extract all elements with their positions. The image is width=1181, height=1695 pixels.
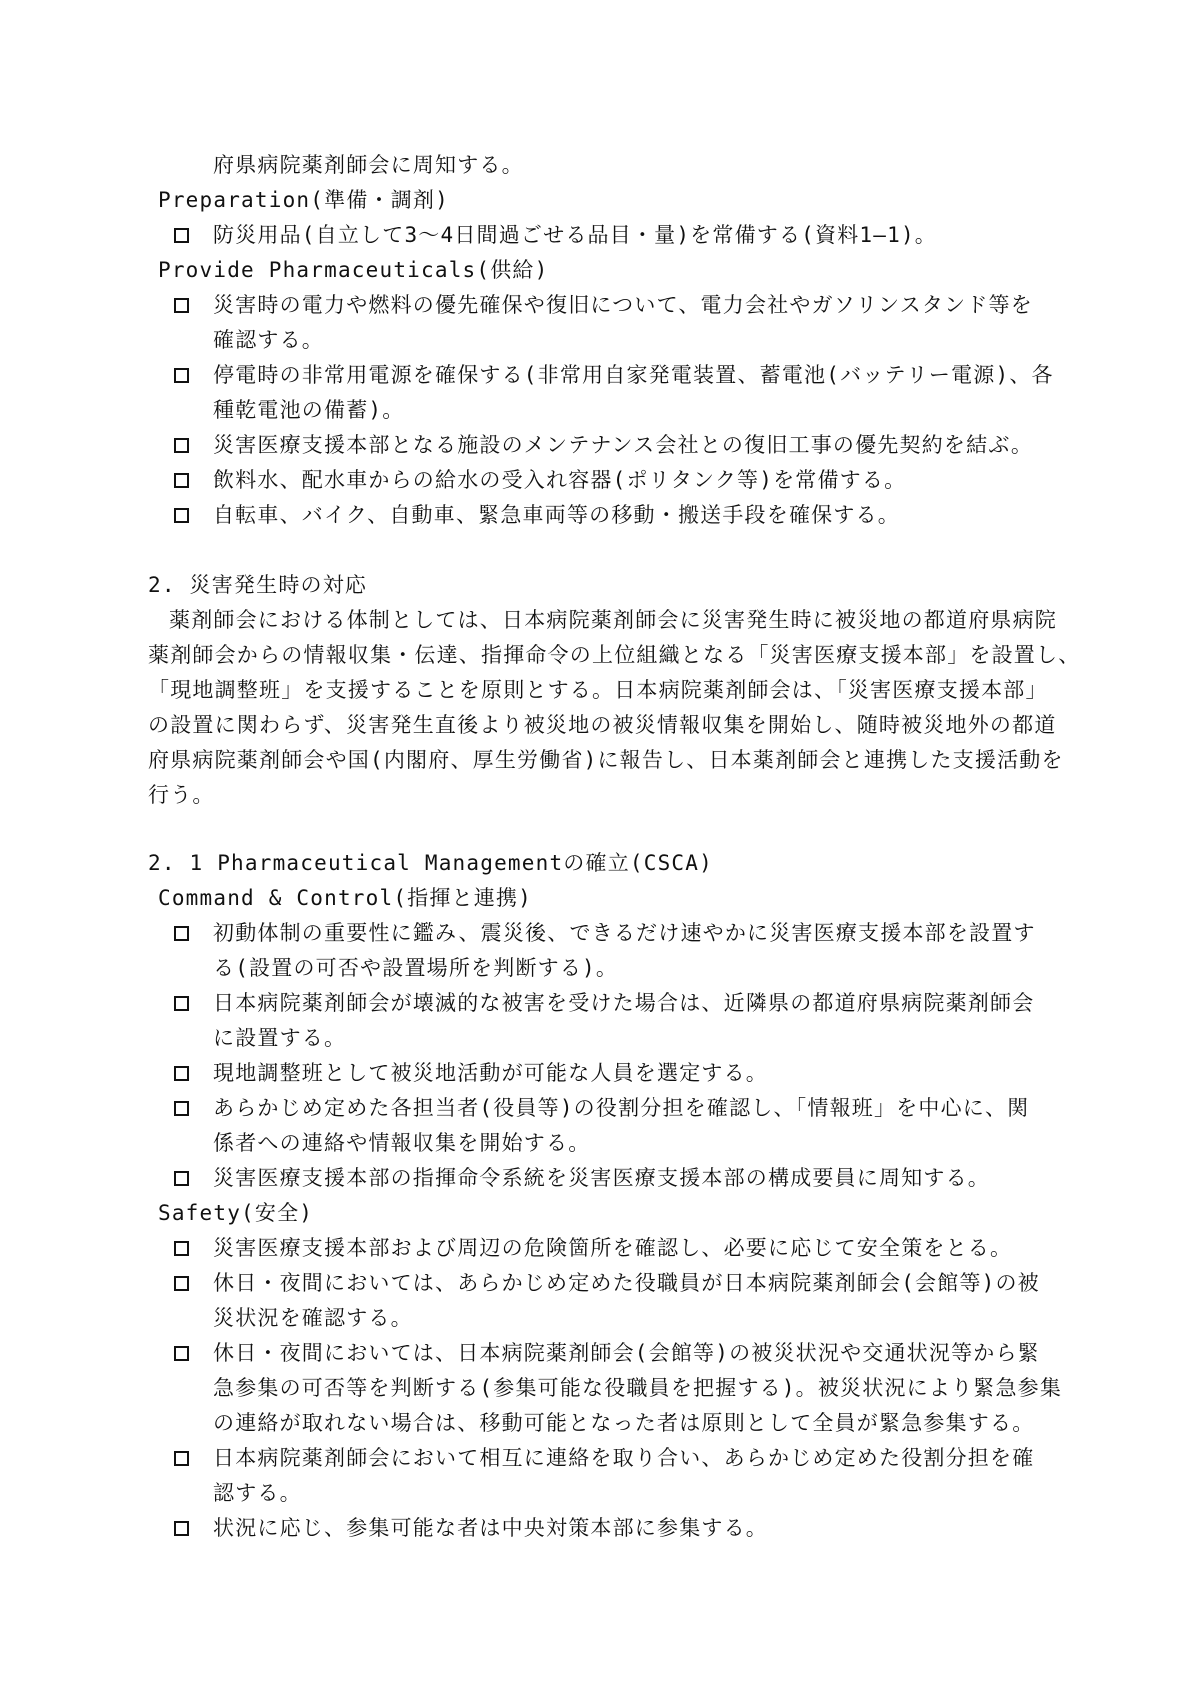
provide-item-line: 災害医療支援本部となる施設のメンテナンス会社との復旧工事の優先契約を結ぶ。	[213, 433, 1034, 457]
safety-item-line: 認する。	[213, 1481, 302, 1505]
checkbox-icon	[174, 1171, 189, 1186]
command-item-line: 係者への連絡や情報収集を開始する。	[213, 1131, 591, 1155]
safety-item-line: 休日・夜間においては、あらかじめ定めた役職員が日本病院薬剤師会(会館等)の被	[213, 1271, 1040, 1295]
command-heading: Command & Control(指揮と連携)	[158, 886, 533, 910]
safety-item-line: 状況に応じ、参集可能な者は中央対策本部に参集する。	[213, 1516, 768, 1540]
section-2-para-line: 行う。	[148, 783, 215, 807]
section-2-para-line: 薬剤師会における体制としては、日本病院薬剤師会に災害発生時に被災地の都道府県病院	[169, 608, 1057, 632]
safety-item-line: 災害医療支援本部および周辺の危険箇所を確認し、必要に応じて安全策をとる。	[213, 1236, 1013, 1260]
checkbox-icon	[174, 473, 189, 488]
command-item-line: 初動体制の重要性に鑑み、震災後、できるだけ速やかに災害医療支援本部を設置す	[213, 921, 1036, 945]
checkbox-icon	[174, 228, 189, 243]
section-2-para-line: 薬剤師会からの情報収集・伝達、指揮命令の上位組織となる「災害医療支援本部」を設置し、	[148, 643, 1081, 667]
checkbox-icon	[174, 368, 189, 383]
checkbox-icon	[174, 508, 189, 523]
command-item-line: 災害医療支援本部の指揮命令系統を災害医療支援本部の構成要員に周知する。	[213, 1166, 990, 1190]
checkbox-icon	[174, 1066, 189, 1081]
provide-item-line: 飲料水、配水車からの給水の受入れ容器(ポリタンク等)を常備する。	[213, 468, 907, 492]
provide-item-line: 停電時の非常用電源を確保する(非常用自家発電装置、蓄電池(バッテリー電源)、各	[213, 363, 1054, 387]
command-item-line: 現地調整班として被災地活動が可能な人員を選定する。	[213, 1061, 768, 1085]
safety-item-line: 日本病院薬剤師会において相互に連絡を取り合い、あらかじめ定めた役割分担を確	[213, 1446, 1035, 1470]
preparation-heading: Preparation(準備・調剤)	[158, 188, 449, 212]
provide-item-line: 災害時の電力や燃料の優先確保や復旧について、電力会社やガソリンスタンド等を	[213, 293, 1033, 317]
checkbox-icon	[174, 298, 189, 313]
checkbox-icon	[174, 1241, 189, 1256]
command-item-line: あらかじめ定めた各担当者(役員等)の役割分担を確認し、「情報班」を中心に、関	[213, 1096, 1030, 1120]
checkbox-icon	[174, 1521, 189, 1536]
provide-item-line: 確認する。	[213, 328, 324, 352]
section-2-para-line: 府県病院薬剤師会や国(内閣府、厚生労働省)に報告し、日本薬剤師会と連携した支援活動を	[148, 748, 1064, 772]
safety-item-line: 休日・夜間においては、日本病院薬剤師会(会館等)の被災状況や交通状況等から緊	[213, 1341, 1040, 1365]
safety-heading: Safety(安全)	[158, 1201, 314, 1225]
checkbox-icon	[174, 1451, 189, 1466]
checkbox-icon	[174, 996, 189, 1011]
provide-heading: Provide Pharmaceuticals(供給)	[158, 258, 549, 282]
safety-item-line: 災状況を確認する。	[213, 1306, 413, 1330]
section-2-para-line: の設置に関わらず、災害発生直後より被災地の被災情報収集を開始し、随時被災地外の都道	[148, 713, 1057, 737]
command-item-line: 日本病院薬剤師会が壊滅的な被害を受けた場合は、近隣県の都道府県病院薬剤師会	[213, 991, 1035, 1015]
checkbox-icon	[174, 1346, 189, 1361]
intro-line: 府県病院薬剤師会に周知する。	[213, 153, 524, 177]
checkbox-icon	[174, 438, 189, 453]
checkbox-icon	[174, 1276, 189, 1291]
checkbox-icon	[174, 926, 189, 941]
preparation-item-line: 防災用品(自立して3〜4日間過ごせる品目・量)を常備する(資料1―1)。	[213, 223, 937, 247]
provide-item-line: 種乾電池の備蓄)。	[213, 398, 405, 422]
section-2-heading: 2. 災害発生時の対応	[148, 573, 368, 597]
command-item-line: る(設置の可否や設置場所を判断する)。	[213, 956, 619, 980]
section-2-1-heading: 2. 1 Pharmaceutical Managementの確立(CSCA)	[148, 851, 713, 875]
command-item-line: に設置する。	[213, 1026, 347, 1050]
provide-item-line: 自転車、バイク、自動車、緊急車両等の移動・搬送手段を確保する。	[213, 503, 900, 527]
safety-item-line: 急参集の可否等を判断する(参集可能な役職員を把握する)。被災状況により緊急参集	[213, 1376, 1063, 1400]
checkbox-icon	[174, 1101, 189, 1116]
safety-item-line: の連絡が取れない場合は、移動可能となった者は原則として全員が緊急参集する。	[213, 1411, 1035, 1435]
section-2-para-line: 「現地調整班」を支援することを原則とする。日本病院薬剤師会は、「災害医療支援本部」	[148, 678, 1048, 702]
